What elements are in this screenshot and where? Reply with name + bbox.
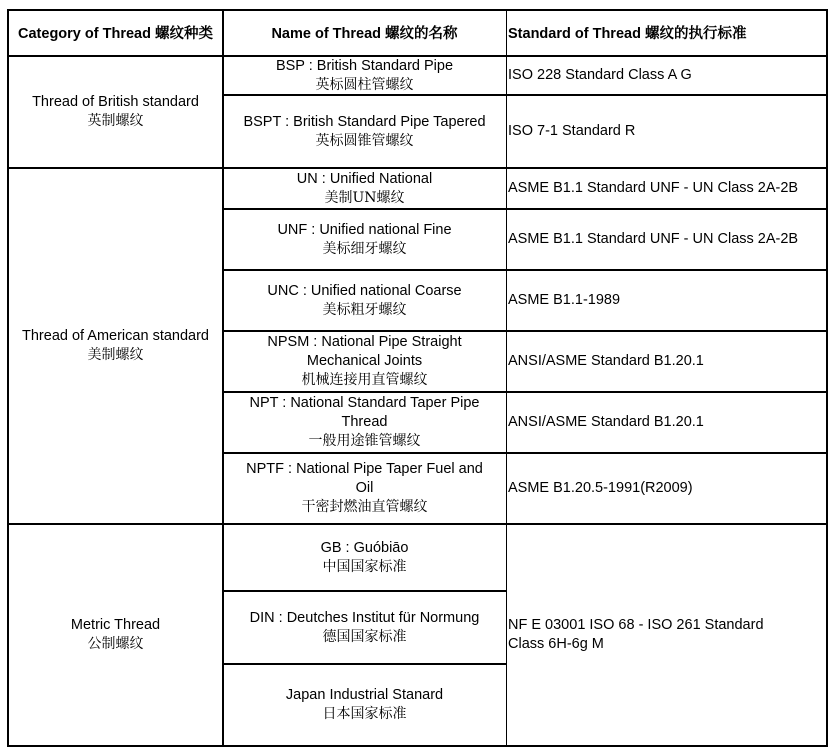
category-american-zh: 美制螺纹 [87, 347, 144, 363]
thread-name-npsm: NPSM : National Pipe Straight Mechanical Joints 机械连接用直管螺纹 [267, 334, 462, 388]
category-metric-en: Metric Thread [70, 617, 161, 633]
category-british [8, 56, 223, 168]
group-divider-american-metric [7, 523, 827, 525]
table-border-right [826, 9, 828, 747]
row-divider [222, 590, 507, 592]
thread-name-un: UN : Unified National 美制UN螺纹 [296, 170, 433, 206]
group-divider-british-american [7, 167, 827, 169]
standard-nptf: ASME B1.20.5-1991(R2009) [508, 480, 693, 496]
standard-un: ASME B1.1 Standard UNF - UN Class 2A-2B [508, 180, 799, 196]
row-divider [222, 391, 827, 393]
table-border-bottom [7, 745, 827, 747]
standard-metric-line2: Class 6H-6g M [508, 636, 604, 652]
category-metric [8, 524, 223, 746]
header-standard: Standard of Thread 螺纹的执行标准 [508, 26, 747, 42]
thread-name-nptf: NPTF : National Pipe Taper Fuel and Oil 干密封燃油直管螺纹 [246, 461, 483, 515]
row-divider [222, 663, 507, 665]
category-british-en: Thread of British standard [32, 94, 199, 110]
standard-metric [508, 524, 826, 746]
thread-name-unf: UNF : Unified national Fine 美标细牙螺纹 [277, 221, 452, 257]
header-name: Name of Thread 螺纹的名称 [271, 26, 458, 42]
thread-name-bspt: BSPT : British Standard Pipe Tapered 英标圆锥管螺纹 [243, 113, 486, 149]
thread-name-bsp: BSP : British Standard Pipe 英标圆柱管螺纹 [275, 57, 454, 93]
row-divider [222, 330, 827, 332]
header-divider [7, 55, 827, 57]
standard-npt: ANSI/ASME Standard B1.20.1 [508, 414, 704, 430]
column-divider-1 [222, 9, 224, 747]
category-american-en: Thread of American standard [22, 328, 209, 344]
row-divider [222, 452, 827, 454]
standard-npsm: ANSI/ASME Standard B1.20.1 [508, 353, 704, 369]
row-divider [222, 269, 827, 271]
header-category: Category of Thread 螺纹种类 [18, 26, 213, 42]
thread-name-jis: Japan Industrial Stanard 日本国家标准 [285, 687, 444, 722]
category-american [8, 168, 223, 524]
thread-name-unc: UNC : Unified national Coarse 美标粗牙螺纹 [267, 282, 462, 318]
standard-unc: ASME B1.1-1989 [508, 292, 621, 308]
row-divider [222, 94, 827, 96]
table-border-left [7, 9, 9, 747]
thread-name-gb: GB : Guóbiāo 中国国家标准 [320, 539, 409, 575]
table-border-top [7, 9, 827, 11]
column-divider-2 [506, 9, 507, 747]
category-metric-zh: 公制螺纹 [87, 636, 144, 652]
standard-bsp: ISO 228 Standard Class A G [508, 67, 692, 83]
category-british-zh: 英制螺纹 [87, 113, 144, 129]
standard-bspt: ISO 7-1 Standard R [508, 123, 636, 139]
thread-name-din: DIN : Deutches Institut für Normung 德国国家标准 [249, 609, 480, 645]
thread-name-npt: NPT : National Standard Taper Pipe Thread 一般用途锥管螺纹 [249, 395, 480, 449]
standard-unf: ASME B1.1 Standard UNF - UN Class 2A-2B [508, 231, 799, 247]
standard-metric-line1: NF E 03001 ISO 68 - ISO 261 Standard [508, 617, 764, 633]
row-divider [222, 208, 827, 210]
